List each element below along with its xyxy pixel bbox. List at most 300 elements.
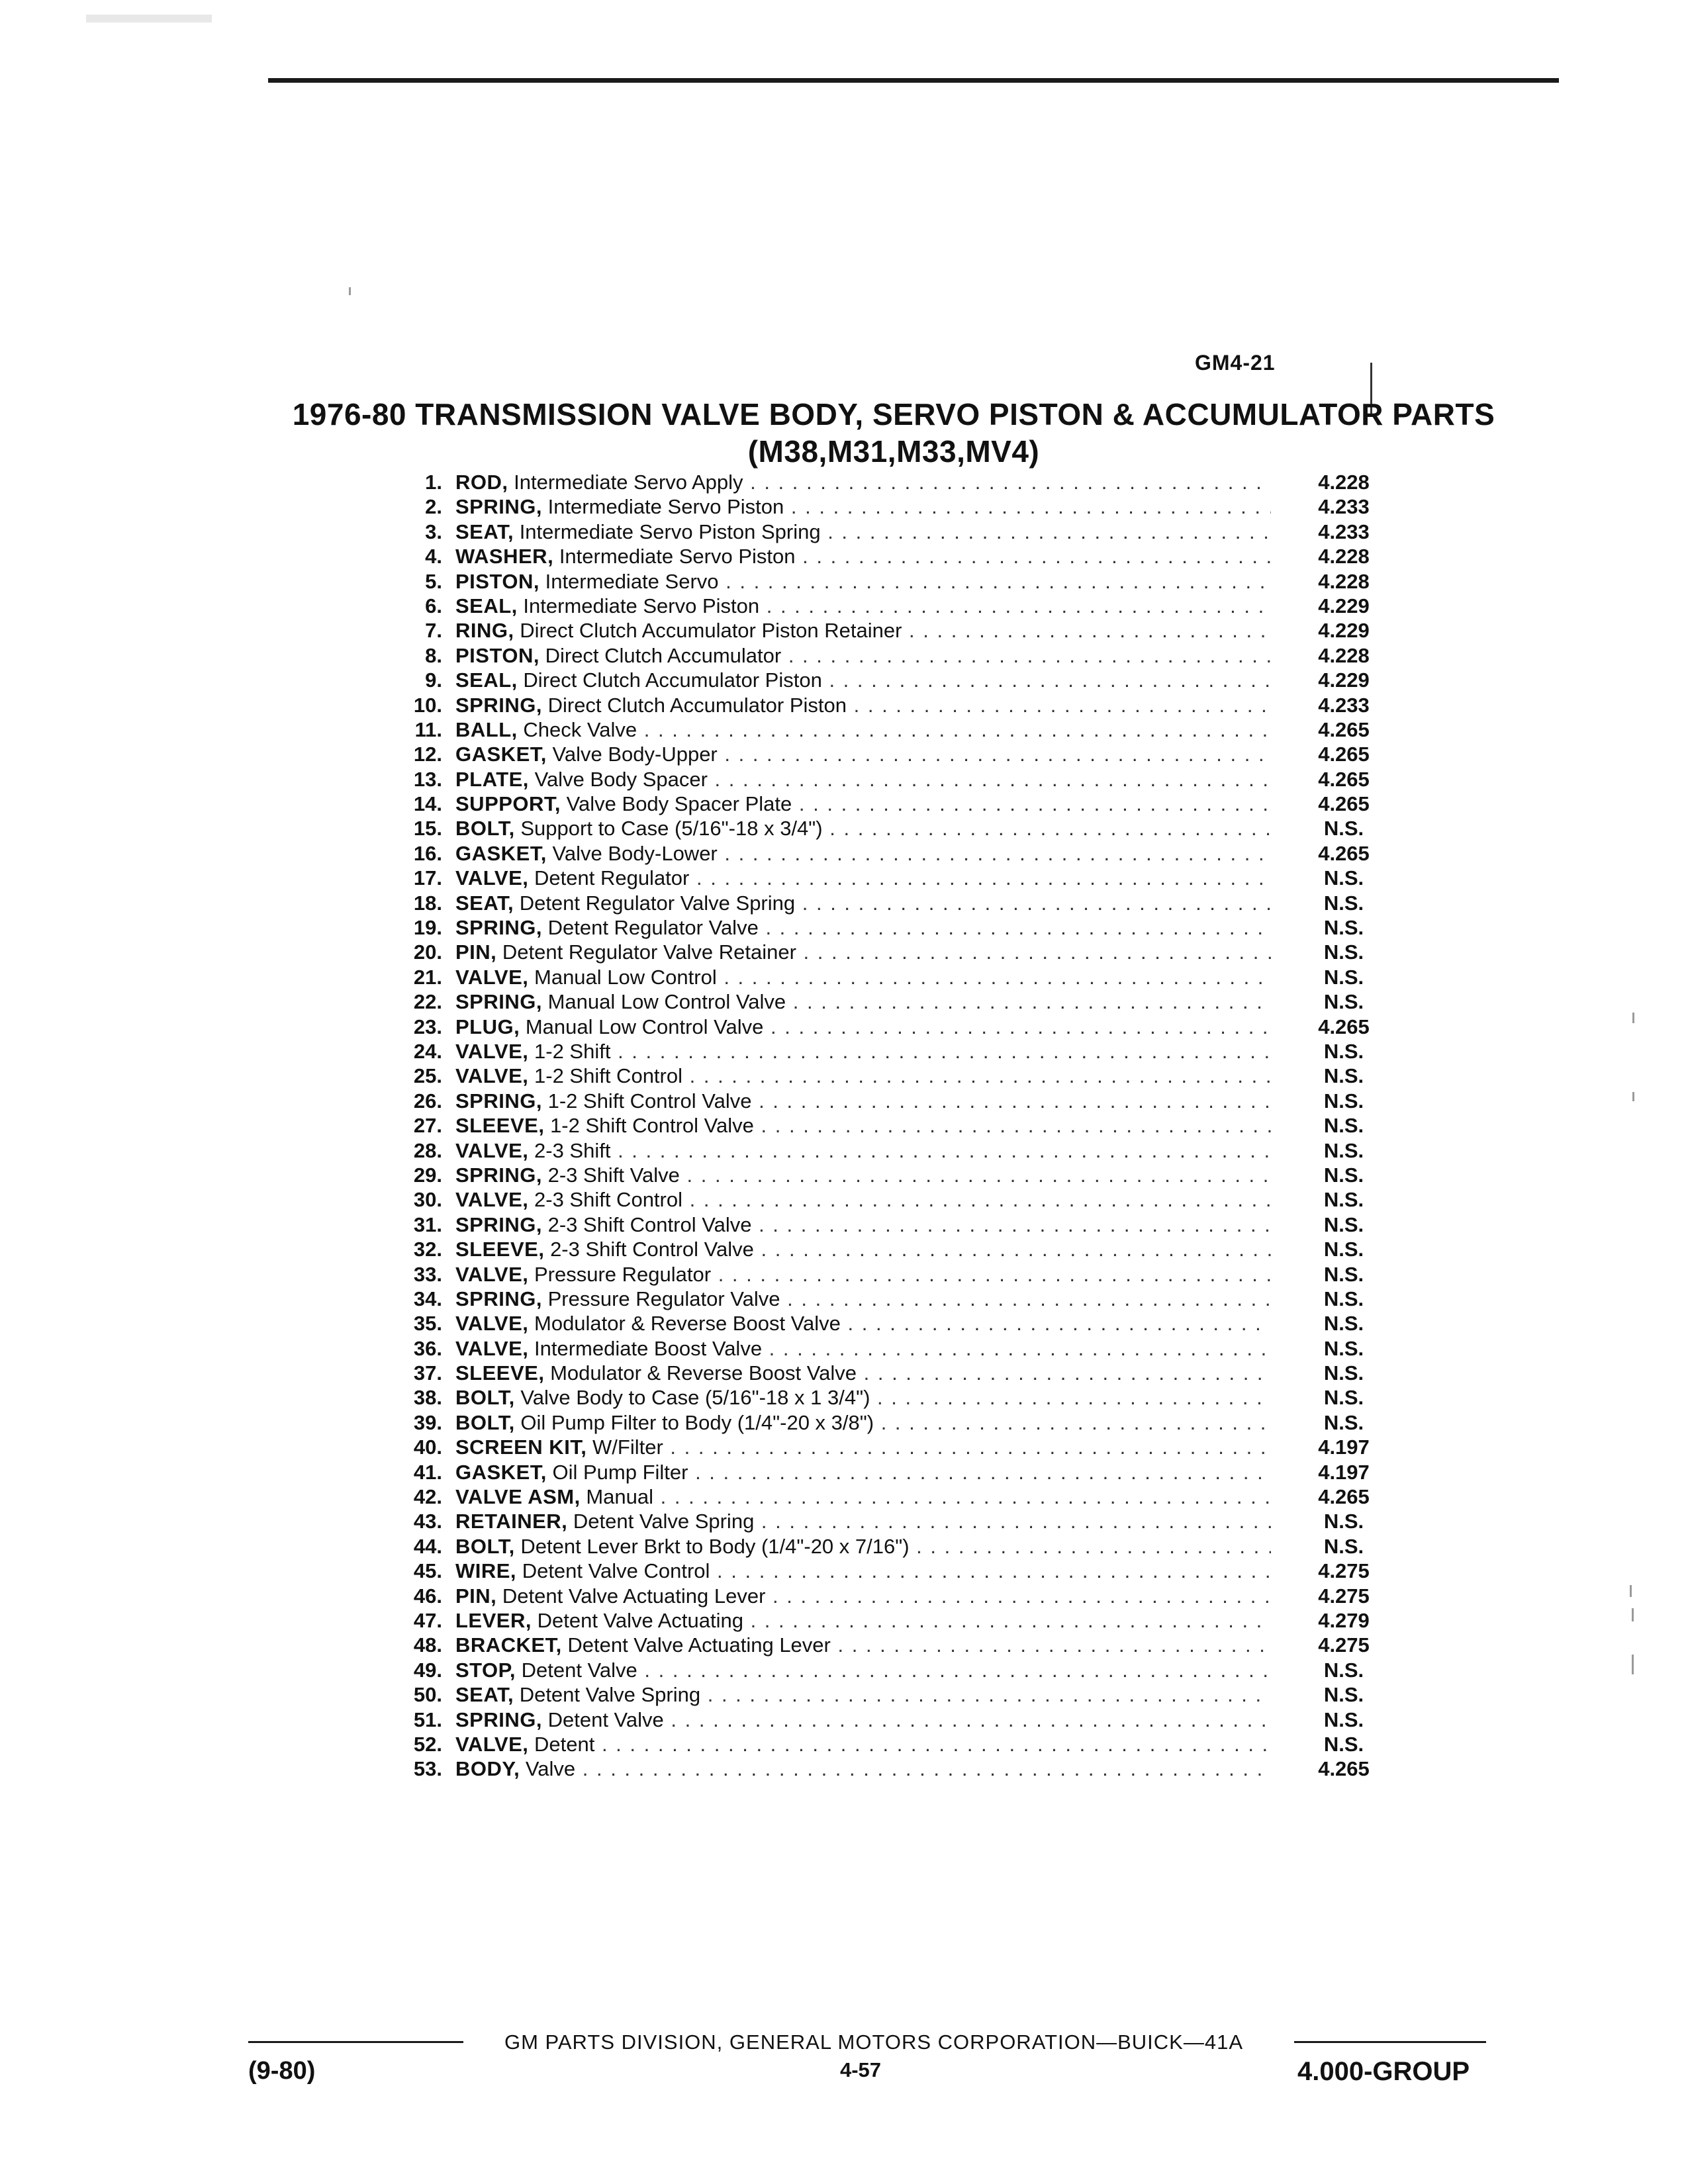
part-number: 47. (413, 1608, 442, 1632)
part-reference: N.S. (1323, 1089, 1364, 1113)
scan-mark (349, 287, 351, 295)
part-detail: Direct Clutch Accumulator Piston (547, 693, 847, 717)
part-description (455, 618, 1271, 643)
part-number: 50. (413, 1683, 442, 1707)
list-item (371, 1509, 1403, 1533)
part-number: 52. (413, 1732, 442, 1756)
part-detail: 2-3 Shift (534, 1138, 611, 1162)
list-item (371, 915, 1403, 940)
part-reference: 4.265 (1318, 743, 1370, 766)
footer-rule-left (248, 2041, 463, 2043)
part-name: SEAL, (455, 668, 518, 692)
part-number: 28. (413, 1138, 442, 1162)
part-name: SPRING, (455, 1212, 542, 1236)
part-reference: 4.275 (1318, 1584, 1370, 1608)
part-name: SEAT, (455, 891, 514, 915)
part-reference: 4.197 (1318, 1435, 1370, 1459)
part-description (455, 1732, 1271, 1756)
part-description (455, 668, 1271, 692)
list-item (371, 1237, 1403, 1261)
part-description (455, 1682, 1271, 1707)
part-name: SPRING, (455, 1089, 542, 1113)
part-number: 23. (413, 1015, 442, 1038)
part-reference: N.S. (1323, 1683, 1364, 1707)
part-detail: Intermediate Servo Piston (523, 594, 760, 617)
title-line-1: 1976-80 TRANSMISSION VALVE BODY, SERVO PISTON & ACCUMULATOR PARTS (292, 397, 1495, 432)
part-detail: Direct Clutch Accumulator Piston (523, 668, 822, 692)
part-name: RETAINER, (455, 1510, 568, 1533)
part-name: BOLT, (455, 1386, 515, 1410)
part-name: SLEEVE, (455, 1114, 545, 1138)
footer-corporation: GM PARTS DIVISION, GENERAL MOTORS CORPORATION—BUICK—41A (504, 2030, 1244, 2054)
footer-date: (9-80) (248, 2057, 316, 2085)
part-detail: Valve Body Spacer (534, 767, 708, 791)
part-reference: 4.229 (1318, 668, 1370, 692)
part-description (455, 1633, 1271, 1657)
list-item (371, 693, 1403, 717)
part-reference: 4.279 (1318, 1608, 1370, 1632)
list-item (371, 1534, 1403, 1559)
part-number: 42. (413, 1485, 442, 1509)
part-reference: N.S. (1323, 1039, 1364, 1063)
part-name: SCREEN KIT, (455, 1435, 587, 1459)
list-item (371, 1584, 1403, 1608)
list-item (371, 1559, 1403, 1583)
part-description (455, 693, 1271, 717)
part-description (455, 989, 1271, 1014)
part-detail: 2-3 Shift Control Valve (550, 1238, 754, 1261)
part-detail: Detent (534, 1732, 595, 1756)
part-number: 17. (413, 866, 442, 890)
part-reference: 4.233 (1318, 520, 1370, 543)
part-reference: 4.275 (1318, 1559, 1370, 1583)
part-reference: N.S. (1323, 1658, 1364, 1682)
part-number: 34. (413, 1287, 442, 1310)
list-item (371, 1064, 1403, 1088)
part-name: SEAL, (455, 594, 518, 617)
part-description (455, 1015, 1271, 1039)
part-description (455, 1237, 1271, 1261)
part-description (455, 866, 1271, 890)
part-name: SUPPORT, (455, 792, 561, 816)
part-description (455, 1336, 1271, 1361)
part-description (455, 1287, 1271, 1311)
part-description (455, 767, 1271, 792)
list-item (371, 891, 1403, 915)
part-detail: Manual (586, 1485, 654, 1509)
part-description (455, 965, 1271, 989)
part-description (455, 1212, 1271, 1237)
part-name: VALVE ASM, (455, 1485, 581, 1509)
part-number: 25. (413, 1064, 442, 1088)
part-detail: Intermediate Servo Piston (559, 545, 796, 569)
part-reference: N.S. (1323, 916, 1364, 940)
part-name: VALVE, (455, 1039, 529, 1063)
list-item (371, 470, 1403, 494)
part-name: VALVE, (455, 1188, 529, 1212)
list-item (371, 1633, 1403, 1657)
part-detail: Valve (525, 1757, 576, 1781)
part-description (455, 1410, 1271, 1435)
part-detail: 2-3 Shift Valve (547, 1163, 680, 1187)
part-number: 29. (413, 1163, 442, 1187)
part-description (455, 1311, 1271, 1336)
part-detail: 1-2 Shift Control (534, 1064, 682, 1088)
part-reference: N.S. (1323, 1114, 1364, 1138)
part-detail: Support to Case (5/16"-18 x 3/4") (520, 817, 823, 841)
part-description (455, 742, 1271, 766)
part-description (455, 1756, 1271, 1781)
part-name: BALL, (455, 717, 518, 741)
part-name: BRACKET, (455, 1633, 562, 1657)
part-name: SLEEVE, (455, 1361, 545, 1385)
part-reference: 4.229 (1318, 594, 1370, 617)
part-number: 45. (413, 1559, 442, 1583)
part-reference: 4.228 (1318, 545, 1370, 569)
part-name: GASKET, (455, 743, 547, 766)
part-number: 14. (413, 792, 442, 816)
part-detail: Manual Low Control Valve (547, 990, 786, 1014)
list-item (371, 1262, 1403, 1287)
part-number: 4. (425, 545, 442, 569)
list-item (371, 1385, 1403, 1410)
part-detail: Intermediate Boost Valve (534, 1336, 763, 1360)
part-reference: 4.265 (1318, 792, 1370, 816)
part-detail: W/Filter (592, 1435, 663, 1459)
scan-mark (1632, 1013, 1634, 1023)
part-detail: Intermediate Servo Piston Spring (519, 520, 821, 543)
part-number: 46. (413, 1584, 442, 1608)
part-reference: 4.265 (1318, 767, 1370, 791)
part-reference: N.S. (1323, 1212, 1364, 1236)
part-description (455, 940, 1271, 964)
part-reference: N.S. (1323, 1336, 1364, 1360)
part-description (455, 643, 1271, 668)
part-detail: Valve Body-Upper (552, 743, 718, 766)
part-description (455, 891, 1271, 915)
part-name: VALVE, (455, 1064, 529, 1088)
list-item (371, 1707, 1403, 1732)
part-name: STOP, (455, 1658, 516, 1682)
part-detail: 1-2 Shift Control Valve (550, 1114, 754, 1138)
part-reference: N.S. (1323, 1312, 1364, 1336)
part-name: SLEEVE, (455, 1238, 545, 1261)
list-item (371, 1015, 1403, 1039)
part-number: 49. (413, 1658, 442, 1682)
list-item (371, 1163, 1403, 1187)
part-reference: N.S. (1323, 1707, 1364, 1731)
part-name: SEAT, (455, 1683, 514, 1707)
part-number: 7. (425, 619, 442, 643)
list-item (371, 618, 1403, 643)
part-reference: N.S. (1323, 1732, 1364, 1756)
part-reference: N.S. (1323, 1534, 1364, 1558)
part-name: GASKET, (455, 841, 547, 865)
part-detail: 1-2 Shift (534, 1039, 611, 1063)
part-name: BOLT, (455, 1534, 515, 1558)
part-detail: Intermediate Servo Piston (547, 495, 784, 519)
part-name: SPRING, (455, 916, 542, 940)
list-item (371, 792, 1403, 816)
part-description (455, 569, 1271, 594)
part-number: 16. (413, 841, 442, 865)
top-rule (268, 78, 1559, 83)
part-description (455, 470, 1271, 494)
part-detail: Check Valve (523, 717, 637, 741)
list-item (371, 940, 1403, 964)
parts-list (371, 470, 1403, 1782)
part-name: SPRING, (455, 693, 542, 717)
part-number: 19. (413, 916, 442, 940)
part-reference: N.S. (1323, 1188, 1364, 1212)
part-detail: Detent Valve Spring (519, 1683, 701, 1707)
list-item (371, 1287, 1403, 1311)
part-number: 36. (413, 1336, 442, 1360)
part-number: 13. (413, 767, 442, 791)
part-detail: Detent Regulator (534, 866, 690, 890)
part-reference: N.S. (1323, 1386, 1364, 1410)
part-description (455, 1039, 1271, 1064)
list-item (371, 1311, 1403, 1336)
list-item (371, 494, 1403, 519)
part-name: VALVE, (455, 1732, 529, 1756)
part-detail: Modulator & Reverse Boost Valve (550, 1361, 857, 1385)
list-item (371, 965, 1403, 989)
part-number: 2. (425, 495, 442, 519)
list-item (371, 1187, 1403, 1212)
part-number: 35. (413, 1312, 442, 1336)
part-reference: N.S. (1323, 965, 1364, 989)
part-reference: 4.265 (1318, 1757, 1370, 1781)
part-description (455, 1707, 1271, 1732)
part-name: VALVE, (455, 1262, 529, 1286)
part-description (455, 1385, 1271, 1410)
list-item (371, 1336, 1403, 1361)
part-number: 26. (413, 1089, 442, 1113)
part-reference: 4.265 (1318, 841, 1370, 865)
part-number: 24. (413, 1039, 442, 1063)
part-description (455, 1262, 1271, 1287)
part-reference: 4.228 (1318, 569, 1370, 593)
part-name: VALVE, (455, 866, 529, 890)
part-number: 39. (413, 1410, 442, 1434)
part-name: LEVER, (455, 1608, 532, 1632)
list-item (371, 1212, 1403, 1237)
part-number: 22. (413, 990, 442, 1014)
footer-group: 4.000-GROUP (1297, 2057, 1470, 2086)
list-item (371, 1039, 1403, 1064)
part-description (455, 520, 1271, 544)
page-reference-code: GM4-21 (1195, 351, 1276, 375)
part-number: 21. (413, 965, 442, 989)
part-name: PISTON, (455, 569, 539, 593)
part-detail: Detent Valve Control (522, 1559, 710, 1583)
scan-mark (1632, 1655, 1634, 1674)
part-name: GASKET, (455, 1460, 547, 1484)
part-detail: Detent Regulator Valve Spring (519, 891, 796, 915)
list-item (371, 841, 1403, 866)
part-reference: N.S. (1323, 1262, 1364, 1286)
part-detail: Valve Body to Case (5/16"-18 x 1 3/4") (520, 1386, 870, 1410)
list-item (371, 1732, 1403, 1756)
part-name: BOLT, (455, 1410, 515, 1434)
part-description (455, 1608, 1271, 1633)
part-detail: Direct Clutch Accumulator (545, 643, 782, 667)
part-detail: Detent Valve Spring (573, 1510, 755, 1533)
part-reference: N.S. (1323, 1238, 1364, 1261)
scan-mark (1632, 1092, 1634, 1101)
part-number: 5. (425, 569, 442, 593)
list-item (371, 544, 1403, 569)
part-number: 51. (413, 1707, 442, 1731)
part-name: VALVE, (455, 1336, 529, 1360)
part-name: PLUG, (455, 1015, 520, 1038)
part-number: 33. (413, 1262, 442, 1286)
part-name: BOLT, (455, 817, 515, 841)
scan-mark (1630, 1585, 1632, 1597)
part-description (455, 1534, 1271, 1559)
part-name: SPRING, (455, 1287, 542, 1310)
part-reference: 4.228 (1318, 643, 1370, 667)
part-detail: 2-3 Shift Control (534, 1188, 682, 1212)
list-item (371, 989, 1403, 1014)
list-item (371, 1682, 1403, 1707)
list-item (371, 1089, 1403, 1113)
part-reference: N.S. (1323, 1510, 1364, 1533)
part-name: WIRE, (455, 1559, 517, 1583)
part-reference: N.S. (1323, 990, 1364, 1014)
part-number: 1. (425, 471, 442, 494)
part-description (455, 1435, 1271, 1459)
part-description (455, 1460, 1271, 1484)
list-item (371, 1484, 1403, 1509)
part-detail: Intermediate Servo (545, 569, 719, 593)
part-detail: Direct Clutch Accumulator Piston Retainer (520, 619, 902, 643)
part-name: ROD, (455, 471, 508, 494)
part-reference: 4.233 (1318, 693, 1370, 717)
part-reference: N.S. (1323, 1064, 1364, 1088)
list-item (371, 1658, 1403, 1682)
part-detail: Pressure Regulator Valve (547, 1287, 780, 1310)
part-name: SEAT, (455, 520, 514, 543)
part-description (455, 1089, 1271, 1113)
part-reference: N.S. (1323, 817, 1364, 841)
part-detail: Oil Pump Filter (552, 1460, 688, 1484)
footer-rule-right (1294, 2041, 1486, 2043)
list-item (371, 594, 1403, 618)
part-reference: N.S. (1323, 891, 1364, 915)
part-reference: N.S. (1323, 1287, 1364, 1310)
part-detail: 2-3 Shift Control Valve (547, 1212, 752, 1236)
part-description (455, 792, 1271, 816)
part-number: 10. (413, 693, 442, 717)
part-detail: Valve Body-Lower (552, 841, 718, 865)
part-description (455, 544, 1271, 569)
part-number: 12. (413, 743, 442, 766)
part-number: 27. (413, 1114, 442, 1138)
list-item (371, 569, 1403, 594)
list-item (371, 1608, 1403, 1633)
part-name: SPRING, (455, 990, 542, 1014)
part-number: 48. (413, 1633, 442, 1657)
part-name: WASHER, (455, 545, 554, 569)
part-detail: Manual Low Control Valve (525, 1015, 764, 1038)
part-number: 20. (413, 940, 442, 964)
part-number: 31. (413, 1212, 442, 1236)
part-name: PIN, (455, 940, 497, 964)
part-reference: 4.229 (1318, 619, 1370, 643)
part-name: RING, (455, 619, 514, 643)
part-detail: Modulator & Reverse Boost Valve (534, 1312, 841, 1336)
part-detail: Detent Regulator Valve (547, 916, 759, 940)
part-description (455, 1064, 1271, 1088)
part-name: PIN, (455, 1584, 497, 1608)
part-number: 38. (413, 1386, 442, 1410)
part-detail: Oil Pump Filter to Body (1/4"-20 x 3/8") (520, 1410, 874, 1434)
list-item (371, 1113, 1403, 1138)
list-item (371, 1410, 1403, 1435)
page-number: 4-57 (839, 2058, 882, 2081)
part-description (455, 717, 1271, 742)
part-reference: 4.265 (1318, 1485, 1370, 1509)
part-detail: Detent Regulator Valve Retainer (502, 940, 796, 964)
list-item (371, 643, 1403, 668)
part-number: 8. (425, 643, 442, 667)
part-detail: Detent Valve Actuating (537, 1608, 743, 1632)
part-detail: Valve Body Spacer Plate (566, 792, 792, 816)
part-detail: Intermediate Servo Apply (514, 471, 743, 494)
part-name: VALVE, (455, 1312, 529, 1336)
part-name: VALVE, (455, 1138, 529, 1162)
list-item (371, 1756, 1403, 1781)
part-name: SPRING, (455, 495, 542, 519)
list-item (371, 1435, 1403, 1459)
part-number: 15. (413, 817, 442, 841)
part-description (455, 594, 1271, 618)
list-item (371, 520, 1403, 544)
list-item (371, 1460, 1403, 1484)
list-item (371, 1138, 1403, 1163)
part-reference: N.S. (1323, 940, 1364, 964)
part-detail: Detent Valve (521, 1658, 637, 1682)
part-description (455, 1658, 1271, 1682)
part-number: 30. (413, 1188, 442, 1212)
part-number: 43. (413, 1510, 442, 1533)
part-number: 6. (425, 594, 442, 617)
list-item (371, 742, 1403, 766)
part-detail: 1-2 Shift Control Valve (547, 1089, 752, 1113)
part-description (455, 1187, 1271, 1212)
part-description (455, 1138, 1271, 1163)
part-reference: 4.275 (1318, 1633, 1370, 1657)
part-detail: Detent Valve (547, 1707, 664, 1731)
part-name: SPRING, (455, 1707, 542, 1731)
part-number: 44. (413, 1534, 442, 1558)
list-item (371, 816, 1403, 841)
part-number: 11. (414, 717, 442, 741)
part-description (455, 1584, 1271, 1608)
list-item (371, 1361, 1403, 1385)
part-name: BODY, (455, 1757, 520, 1781)
list-item (371, 668, 1403, 692)
part-reference: N.S. (1323, 1410, 1364, 1434)
part-description (455, 915, 1271, 940)
part-name: SPRING, (455, 1163, 542, 1187)
part-name: PLATE, (455, 767, 529, 791)
part-number: 18. (413, 891, 442, 915)
part-number: 32. (413, 1238, 442, 1261)
list-item (371, 767, 1403, 792)
